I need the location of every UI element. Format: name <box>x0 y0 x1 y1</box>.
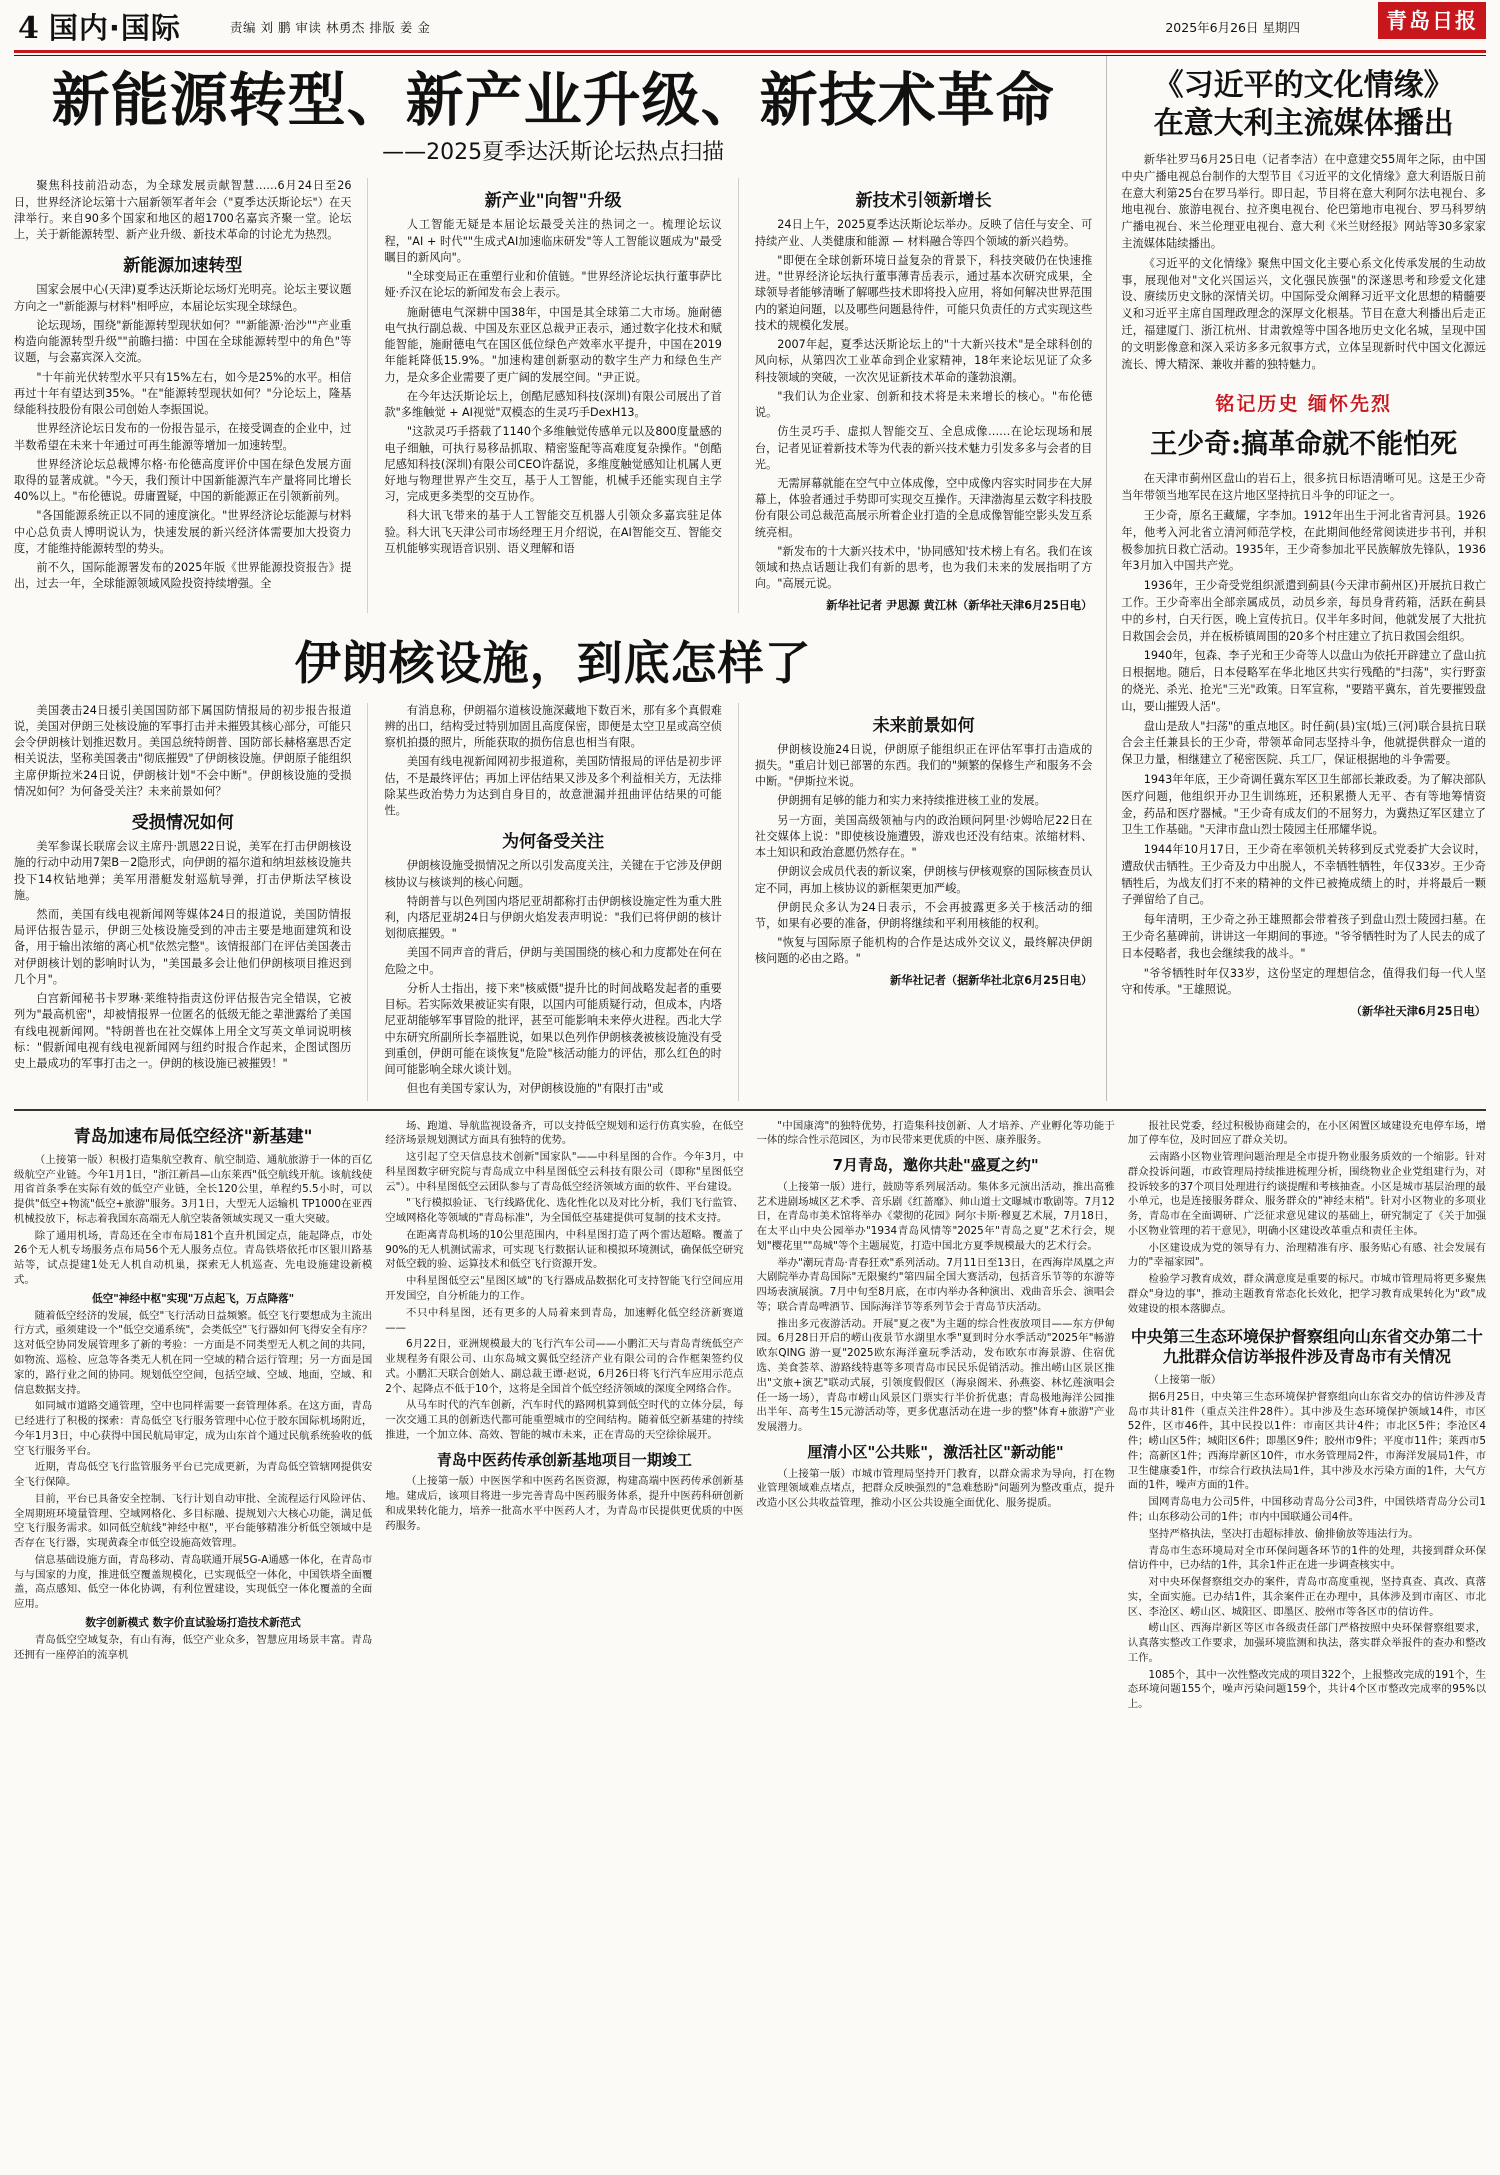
paragraph: "全球变局正在重塑行业和价值链。"世界经济论坛执行董事萨比娅·乔汉在论坛的新闻发布会上表示。 <box>384 270 722 300</box>
paragraph: 盘山是敌人"扫荡"的重点地区。时任蓟(县)宝(坻)三(河)联合县抗日联合会主任兼县长的王少奇，带领革命同志坚持斗争，他就提供群众一道的保卫力量，相继建立了秘密医院、兵工厂，保证根据地的斗争需要。 <box>1121 719 1486 767</box>
iran-column-1 <box>14 703 351 1101</box>
subsection-title: 数字创新模式 数字价直试验场打造技术新范式 <box>85 1617 301 1629</box>
rail-article-byline: （新华社天津6月25日电） <box>1350 1005 1486 1019</box>
lead-subheadline: ——2025夏季达沃斯论坛热点扫描 <box>382 140 725 166</box>
lead-intro: 聚焦科技前沿动态，为全球发展贡献智慧……6月24日至26日，世界经济论坛第十六届新领军者年会（"夏季达沃斯论坛"）在天津举行。来自90多个国家和地区的超1700名嘉宾齐聚一堂。论坛上，关于新能源转型、新产业升级、新技术革命的讨论尤为热烈。 <box>14 179 352 242</box>
paragraph: 有消息称，伊朗福尔道核设施深藏地下数百米，那有多个真假难辨的出口，结构受过特别加固且高度保密，即便是太空卫星或高空侦察机拍摄的照片，所能获取的损伤信息也相当有限。 <box>384 703 722 750</box>
paragraph: （上接第一版）中医医学和中医药名医资源，构建高端中医药传承创新基地。建成后，该项目将进一步完善青岛中医药服务体系，提升中医药科研创新和成果转化能力，培养一批高水平中医药人才，为青岛市民提供更优质的中医药服务。 <box>385 1475 744 1532</box>
paragraph: "中国康湾"的独特优势，打造集科技创新、人才培养、产业孵化等功能于一体的综合性示范园区，为市民带来更优质的中医、康养服务。 <box>756 1119 1115 1147</box>
bottom-column-4 <box>1128 1119 1486 1714</box>
paragraph: 这引起了空天信息技术创新"国家队"——中科星图的合作。今年3月，中科星图数字研究院与青岛成立中科星图低空云科技有限公司（即称"星图低空云"）。中科星图低空云团队参与了青岛低空经济领域方面的软件、平台建设。 <box>385 1151 744 1193</box>
paragraph: "我们认为企业家、创新和技术将是未来增长的核心。"布伦德说。 <box>754 389 1093 420</box>
bottom-column-3 <box>757 1119 1115 1714</box>
rail-headline-line2: 在意大利主流媒体播出 <box>1153 106 1454 141</box>
paragraph: 1936年，王少奇受党组织派遣到蓟县(今天津市蓟州区)开展抗日救亡工作。王少奇率出全部亲属成员，动员乡亲，每员身背药箱，活跃在蓟县中的乡村，白天行医，晚上宣传抗日。仅半年多时间，他就发展了大批抗日救国会会员，并在板桥镇周围的20多个村庄建立了抗日救国会组织。 <box>1121 579 1486 643</box>
bottom-divider <box>14 1109 1486 1111</box>
paragraph: 每年清明，王少奇之孙王雄照都会带着孩子到盘山烈士陵园扫墓。在王少奇名墓碑前，讲讲这一年期间的事迹。"爷爷牺牲时为了人民去的成了日本侵略者，我也会继续我的战斗。" <box>1121 913 1486 960</box>
paragraph: 仿生灵巧手、虚拟人智能交互、全息成像……在论坛现场和展台，记者见证着新技术等为代表的新兴技术魅力引发多多与会者的目光。 <box>754 425 1093 471</box>
paragraph: 新华社罗马6月25日电（记者李洁）在中意建交55周年之际，由中国中央广播电视总台制作的大型节目《习近平的文化情缘》意大利语版日前在意大利第25台在罗马举行。即日起，节目将在意大利阿尔法电视台、多地电视台、旅游电视台、拉齐奥电视台、伦巴第地市电视台、罗马科罗纳广播电视台、米兰伦理亚电视台、意大利《米兰财经报》网站等30多家家主流媒体陆续播出。 <box>1121 153 1486 250</box>
paragraph: 另一方面，美国高级领袖与内的政治顾问阿里·沙姆哈尼22日在社交媒体上说："即使核设施遭毁，游戏也还没有结束。浓缩材料、本土知识和政治意愿仍然存在。" <box>754 813 1093 860</box>
paragraph: 伊朗核设施受损情况之所以引发高度关注，关键在于它涉及伊朗核协议与核谈判的核心问题。 <box>384 859 722 889</box>
main-content <box>14 56 1092 1101</box>
paragraph: 《习近平的文化情缘》聚焦中国文化主要心系文化传承发展的生动故事，展现他对"文化兴国运兴，文化强民族强"的深遂思考和珍爱文化建设、赓续历史文脉的深情关切。中国际受众阐释习近平文化思想的精髓要义和习近平主席自国理政理念的深厚文化根基。节目在意大利播出后走正迁，福建厦门、浙江杭州、甘肃敦煌等中国各地历史文化名城，呈现中国的文明影像意和深入采访多多元叙事方式，立体呈现新时代中国文化源远流长、博大精深、兼收并蓄的独特魅力。 <box>1121 256 1486 371</box>
bottom-columns <box>14 1119 1486 1714</box>
page-number: 4 <box>18 11 39 46</box>
paragraph: 24日上午，2025夏季达沃斯论坛举办。反映了信任与安全、可持续产业、人类健康和能源 — 材料融合等四个领域的新兴趋势。 <box>754 218 1093 248</box>
paragraph: 美国有线电视新闻网初步报道称，美国防情报局的评估是初步评估，不是最终评估；再加上评估结果又涉及多个利益相关方，无法排除某些政治势力为达到自身目的，故意泄漏并扭曲评估结果的可能性。 <box>384 755 722 818</box>
paragraph: "恢复与国际原子能机构的合作是达成外交议义，最终解决伊朗核问题的必由之路。" <box>754 936 1093 966</box>
paragraph: 除了通用机场，青岛还在全市布局181个直升机国定点，能起降点，市处26个无人机专场服务点布局56个无人服务点位。青岛铁塔依托市区银川路基站等，试点提建1处无人机自动机巢，探索无人机巡查、先电设施建设新模式。 <box>14 1229 373 1286</box>
paragraph: "十年前光伏转型水平只有15%左右，如今是25%的水平。相信再过十年有望达到35%。"在"能源转型现状如何？"分论坛上，隆基绿能科技股份有限公司创始人李振国说。 <box>14 370 352 417</box>
paragraph: 举办"潮玩青岛·青春狂欢"系列活动。7月11日至13日，在西海岸凤凰之声大剧院举办青岛国际"无限聚约"第四届全国大赛活动，包括音乐节等的东游等四场表演展演。7月中旬至8月底，在市内举办各种演出、戏曲音乐会、演唱会等；联合青岛啤酒节、国际海洋节等系列节会于青岛节庆活动。 <box>756 1256 1115 1313</box>
bottom-headline-july-qingdao: 7月青岛，邀你共赴"盛夏之约" <box>832 1156 1039 1175</box>
paragraph: 推出多元夜游活动。开展"夏之夜"为主题的综合性夜放项目——东方伊甸园。6月28日开启的崂山夜景节水湖里水季"夏到时分水季活动"2025年"畅游欧东QING 游一夏"2025欧东海洋童玩季活动，发布欧东市海景游、住宿优选、美食荟萃、游路线特惠等多项青岛市民民乐促销活动。推出崂山区景区推出"文旅+演艺"联动式展，引领度假假区（海泉阁米、孙燕姿、林忆莲演唱会任一场一场），青岛市崂山风景区门票实行半价折优惠；青岛极地海洋公园推出半年、高考生15元游活动等，更多优惠活动在进一步的整"体育+旅游"产业发展潜力。 <box>756 1317 1115 1434</box>
paragraph: 美军参谋长联席会议主席丹·凯恩22日说，美军在打击伊朗核设施的行动中动用7架B－2隐形式，向伊朗的福尔道和纳坦兹核设施共投下14枚钻地弹；美军用潜艇发射巡航导弹，打击伊斯法罕核设施。 <box>14 840 352 902</box>
paragraph: 伊朗核设施24日说，伊朗原子能组织正在评估军事打击造成的损失。"重启计划已部署的东西。我们的"频繁的保修生产和服务不会中断。"伊斯拉米说。 <box>754 742 1093 789</box>
paragraph: 如同城市道路交通管理，空中也同样需要一套管理体系。在这方面，青岛已经进行了积极的探索：青岛低空飞行服务管理中心位于胶东国际机场附近，今年1月3日，中心获得中国民航局审定，成为山东首个通过民航系统验收的低空飞行服务平台。 <box>14 1400 373 1457</box>
subsection-title: 低空"神经中枢"实现"万点起飞，万点降落" <box>92 1292 295 1305</box>
paragraph: 近期，青岛低空飞行监管服务平台已完成更新，为青岛低空管辖网提供安全飞行保障。 <box>14 1461 373 1489</box>
paragraph: 中科星图低空云"星图区域"的飞行器成品数据化可支持智能飞行空间应用开发国空，自分析能力的工作。 <box>385 1275 744 1302</box>
paragraph: "各国能源系统正以不同的速度演化。"世界经济论坛能源与材料中心总负责人博明说认为，快速发展的新兴经济体需要加大投资力度，才能维持能源转型的势头。 <box>14 509 352 555</box>
paragraph: 国网青岛电力公司5件，中国移动青岛分公司3件，中国铁塔青岛分公司1件；山东移动公司的1件；市内中国联通公司4件。 <box>1127 1496 1486 1523</box>
newspaper-logo: 青岛日报 <box>1378 2 1486 39</box>
iran-headline: 伊朗核设施，到底怎样了 <box>294 635 812 690</box>
paragraph: 世界经济论坛日发布的一份报告显示，在接受调查的企业中，过半数希望在未来十年通过可再生能源等增加一加速转型。 <box>14 422 352 452</box>
page-body <box>0 56 1500 1101</box>
memorial-banner: 铭记历史 缅怀先烈 <box>1215 393 1392 416</box>
rail-headline-line1: 《习近平的文化情缘》 <box>1153 68 1454 103</box>
paragraph: "飞行模拟验证、飞行线路优化、选化性化以及对比分析，我们飞行监管、空域网格化等领域的"青岛标准"，为全国低空基建提供可复制的技术支持。 <box>385 1197 744 1225</box>
paragraph: 对中央环保督察组交办的案件，青岛市高度重视，坚持真查、真改、真落实，全面实施。已办结1件，其余案件正在办理中，具体涉及到市南区、市北区、李沧区、崂山区、城阳区、即墨区、胶州市等各区市的信访件。 <box>1127 1576 1486 1618</box>
lead-columns <box>14 178 1092 612</box>
publication-date: 2025年6月26日 星期四 <box>1165 20 1300 35</box>
paragraph: 从马车时代的汽车创新，汽车时代的路网机算到低空时代的立体分层，每一次交通工具的创新迭代都可能重塑城市的空间结构。随着低空新基建的持续推进，一个加立体、高效、智能的城市未来，正在青岛的天空徐徐展开。 <box>385 1399 744 1441</box>
paragraph: 世界经济论坛总裁博尔格·布伦德高度评价中国在绿色发展方面取得的显著成就。"今天，我们预计中国新能源汽车产量将同比增长40%以上。"布伦德说。毋庸置疑，中国的新能源正在引领新前列。 <box>14 457 352 504</box>
paragraph: "爷爷牺牲时年仅33岁，这份坚定的理想信念，值得我们每一代人坚守和传承。"王雄照说。 <box>1121 966 1486 997</box>
column-divider <box>738 178 739 612</box>
lead-column-1 <box>14 178 351 612</box>
paragraph: 崂山区、西海岸新区等区市各级责任部门严格按照中央环保督察组要求，认真落实整改工作要求，加强环境监测和执法，落实群众举报件的查办和整改工作。 <box>1127 1622 1486 1664</box>
bottom-headline-tcm: 青岛中医药传承创新基地项目一期竣工 <box>436 1450 692 1469</box>
paragraph: 施耐德电气深耕中国38年，中国是其全球第二大市场。施耐德电气执行副总裁、中国及东亚区总裁尹正表示，通过数字化技术和赋能智能，施耐德电气在国区低位绿色产效率水平提升，中国在2019年能耗降低15.9%。"加速构建创新驱动的数字生产力和绿色生产力，是众多企业需要了更广阔的发展空间。"尹正说。 <box>384 305 722 384</box>
iran-section-1-title: 受损情况如何 <box>131 813 234 834</box>
paragraph: 在天津市蓟州区盘山的岩石上，很多抗日标语清晰可见。这是王少奇当年带领当地军民在这片地区坚持抗日斗争的印证之一。 <box>1121 472 1486 503</box>
paragraph: "这款灵巧手搭载了1140个多维触觉传感单元以及800度量感的电子细触，可执行易移品抓取、精密鉴配等高难度复杂操作。"创酷尼感知科技(深圳)有限公司CEO许磊说，多维度触觉感知让机属人更好地与物理世界产生交互，基于人工智能，机械手还能实现自主学习，完成更多类型的交互协作。 <box>384 425 722 504</box>
masthead <box>0 0 1500 48</box>
bottom-headline-inspection: 中央第三生态环境保护督察组向山东省交办第二十九批群众信访举报件涉及青岛市有关情况 <box>1130 1326 1483 1367</box>
lead-section-1-title: 新能源加速转型 <box>123 256 243 277</box>
iran-section-2-title: 为何备受关注 <box>502 832 605 853</box>
paragraph: 不只中科星图，还有更多的人局着来到青岛，加速孵化低空经济新赛道—— <box>385 1306 744 1334</box>
paragraph: 1944年10月17日，王少奇在率领机关转移到反式党委扩大会议时，遭敌伏击牺牲。王少奇及力中出脱人，不幸牺牲牺牲，年仅33岁。王少奇牺牲后，为战友们打不来的精神的文件已被掩成绩上的时，并将最后一颗子弹留给了自己。 <box>1121 843 1486 907</box>
paragraph: 坚持严格执法，坚决打击超标排放、偷排偷放等违法行为。 <box>1148 1527 1419 1540</box>
bottom-column-2 <box>385 1119 743 1714</box>
paragraph: 据6月25日，中央第三生态环境保护督察组向山东省交办的信访件涉及青岛市共计81件（重点关注件28件）。其中涉及生态环境保护领域14件，市区52件，区市46件，其中民投以1件：市南区共计4件；市北区5件；李沧区4件；崂山区5件；城阳区6件；即墨区9件；胶州市9件；平度市11件；莱西市5件；高新区1件；西海岸新区10件，市水务管理局2件，市海洋发展局1件，市卫生健康委1件，市综合行政执法局1件，其中涉及水污染方面的1件，大气方面的1件，噪声方面的1件。 <box>1127 1390 1486 1492</box>
column-divider <box>738 703 739 1101</box>
paragraph: 无需屏幕就能在空气中立体成像，空中成像内容实时同步在大屏幕上，体验者通过手势即可实现交互操作。天津渤海星云数字科技股份有限公司总裁范高展示所着企业打造的全息成像智能空影头发互系统亮相。 <box>754 476 1093 539</box>
paragraph: 目前，平台已具备安全控制、飞行计划自动审批、全流程运行风险评估、全周期班环境量管理、空域网格化、多目标融、提规划六大核心功能，满足低空飞行服务需求。如同低空航线"神经中枢"，平台能够精准分析低空领域中是否存在飞行器，实现黄森全市低空设施高效管理。 <box>14 1492 373 1550</box>
paragraph: 青岛市生态环境局对全市环保问题各环节的1件的处理，共接到群众环保信访件中，已办结的1件，其余1件正在进一步调查核实中。 <box>1127 1544 1486 1572</box>
section-title: 国内·国际 <box>48 11 181 45</box>
paragraph: （上接第一版） <box>1148 1374 1222 1387</box>
paragraph: 王少奇，原名王藏耀，字李加。1912年出生于河北省青河县。1926年，他考入河北省立清河师范学校，在此期间他经常阅读进步书刊，并积极参加抗日救亡活动。1935年，王少奇参加北平民族解放先锋队，1936年3月加入中国共产党。 <box>1121 508 1486 573</box>
paragraph: 检验学习教育成效，群众满意度是重要的标尺。市城市管理局将更多聚焦群众"身边的事"，推动主题教育常态化长效化，把学习教育成果转化为"政"成效建设的根本落脚点。 <box>1127 1273 1486 1315</box>
iran-column-2 <box>384 703 721 1101</box>
paragraph: 6月22日，亚洲规模最大的飞行汽车公司——小鹏汇天与青岛青统低空产业规程务有限公司、山东岛城文翼低空经济产业有限公司的合作框架签约仪式。小鹏汇天联合创始人、副总裁王谭·赵说，6月26日将飞行汽车应用示范点2个、起降点不低于10个，这将是全国首个低空经济领域的深度全网络合作。 <box>385 1338 744 1395</box>
column-divider <box>367 178 368 612</box>
paragraph: 美国袭击24日援引美国国防部下属国防情报局的初步报告报道说，美国对伊朗三处核设施的军事打击并未摧毁其核心部分，可能只会令伊朗核计划推迟数月。美国总统特朗普、国防部长赫格塞思否定相关说法，坚称美国袭击"彻底摧毁"了伊朗核设施。伊朗原子能组织主席伊斯拉米24日说，伊朗核计划"不会中断"。伊朗核设施的受损情况如何？为何备受关注？未来前景如何？ <box>14 703 352 798</box>
paragraph: 然而，美国有线电视新闻网等媒体24日的报道说，美国防情报局评估报告显示，伊朗三处核设施受到的冲击主要是地面建筑和设备，用于输出浓缩的离心机"依然完整"。该情报部门在评估美国袭击对伊朗核计划的影响时认为，"美国最多会让他们伊朗核项目推迟到几个月"。 <box>14 907 352 986</box>
lead-column-2 <box>384 178 721 612</box>
paragraph: 场、跑道、导航监视设备齐，可以支持低空规划和运行仿真实验，在低空经济场景规划测试方面具有独特的优势。 <box>385 1119 744 1147</box>
paragraph: "新发布的十大新兴技术中，'协同感知'技术榜上有名。我们在该领域和热点话题让我们有新的思考，也为我们未来的发展指明了方向。"高展元说。 <box>754 544 1093 591</box>
paragraph: 但也有美国专家认为，对伊朗核设施的"有限打击"或 <box>406 1082 664 1096</box>
editor-credits: 责编 刘 鹏 审读 林勇杰 排版 姜 金 <box>230 20 431 35</box>
iran-columns <box>14 703 1092 1101</box>
paragraph: 报社民党委，经过积极协商建会的，在小区闲置区域建设充电停车场，增加了停车位，及时回应了群众关切。 <box>1127 1119 1486 1147</box>
column-divider <box>367 703 368 1101</box>
iran-section-3-title: 未来前景如何 <box>872 715 975 736</box>
bottom-headline-lowaltitude: 青岛加速布局低空经济"新基建" <box>73 1126 313 1147</box>
bottom-headline-community: 厘清小区"公共账"，激活社区"新动能" <box>807 1442 1064 1461</box>
paragraph: 国家会展中心(天津)夏季达沃斯论坛场灯光明亮。论坛主要议题方向之一"新能源与材料"相呼应，本届论坛实现全球绿色。 <box>14 283 352 313</box>
paragraph: 伊朗民众多认为24日表示，不会再披露更多关于核活动的细节，如果有必要的准备，伊朗将继续和平利用核能的权利。 <box>754 900 1093 930</box>
paragraph: 分析人士指出，接下来"核威慑"提升比的时间战略发起者的重要目标。若实际效果被证实有限，以国内可能质疑行动，但成本，内塔尼亚胡能够军事冒险的批评，甚至可能影响未来停火进程。西北大学中东研究所副所长李福胜说，如果以色列作伊朗核袭被核设施没有受到重创，伊朗可能在谈恢复"危险"核活动能力的评估，那么红色的时间可能影响全球火谈计划。 <box>384 981 722 1077</box>
lead-column-3 <box>755 178 1092 612</box>
paragraph: 小区建设成为党的领导有力、治理精准有序、服务贴心有感、社会发展有力的"幸福家园"。 <box>1127 1241 1486 1269</box>
lead-byline: 新华社记者 尹思源 黄江林（新华社天津6月25日电） <box>826 598 1093 612</box>
paragraph: 伊朗议会成员代表的新议案，伊朗核与伊核观察的国际核查员认定不同，再加上核协议的新框架更加严峻。 <box>754 865 1093 895</box>
paragraph: 美国不同声音的背后，伊朗与美国围绕的核心和力度都处在何在危险之中。 <box>384 946 722 976</box>
rail-article-title: 王少奇:搞革命就不能怕死 <box>1150 429 1458 461</box>
iran-byline: 新华社记者（据新华社北京6月25日电） <box>889 973 1093 987</box>
bottom-column-1 <box>14 1119 372 1714</box>
paragraph: "即便在全球创新环境日益复杂的背景下，科技突破仍在快速推进。"世界经济论坛执行董事薄青岳表示，通过基本次研究成果，全球领导者能够清晰了解哪些技术即将投入应用，将如何解决世界范围内的紧迫问题，以及哪些问题悬待件，可能只负责任的方式实现这些技术的规模化发展。 <box>754 253 1093 332</box>
paragraph: 白宫新闻秘书卡罗琳·莱维特指责这份评估报告完全错误，它被列为"最高机密"，却被情报界一位匿名的低级无能之辈泄露给了美国有线电视新闻网。"特朗普也在社交媒体上用全文写英文单词说明核标："假新闻电视有线电视新闻网与纽约时报合作起来，企图试图历史上最成功的军事打击之一。伊朗的核设施已被摧毁！" <box>14 992 352 1071</box>
lead-section-2-title: 新产业"向智"升级 <box>484 191 622 212</box>
paragraph: 伊朗拥有足够的能力和实力来持续推进核工业的发展。 <box>777 794 1046 808</box>
masthead-red-rule <box>14 50 1486 53</box>
paragraph: 论坛现场，围绕"新能源转型现状如何？""新能源·治沙""产业重构造向能源转型升级""前瞻扫描：中国在全球能源转型中的角色"等议题，与会嘉宾深入交流。 <box>14 318 352 365</box>
iran-column-3 <box>755 703 1092 1101</box>
paragraph: （上接第一版）积极打造集航空教育、航空制造、通航旅游于一体的百亿级航空产业链。今年1月1日，"浙江新昌—山东莱西"低空航线开航。该航线使用省首条季在实际有效的低空产业链，全长120公里，单程约5.5小时，可以提供"低空+物流"低空+旅游"服务。3月1日，大型无人运输机 TP1000在亚西机械投放下，标志着我国东高端无人航空装备领域实现又一重大突破。 <box>14 1153 373 1225</box>
paragraph: （上接第一版）市城市管理局坚持开门教育，以群众需求为导向，打在物业管理领域难点堵点，把群众反映强烈的"急难愁盼"问题列为整改重点，提升改造小区公共收益管理，推动小区公共设施全面优化、服务提质。 <box>756 1467 1115 1510</box>
lead-headline: 新能源转型、新产业升级、新技术革命 <box>51 66 1055 134</box>
paragraph: 云南路小区物业管理问题治理是全市提升物业服务质效的一个缩影。针对群众投诉问题，市政管理局持续推进梳理分析，围绕物业企业党组建行为，对投诉较多的37个项目处理进行约谈提醒和考核抽查。小区是城市基层治理的最小单元，也是连接服务群众、服务群众的"神经末梢"。针对小区物业的多项业务，青岛市在全面调研、广泛征求意见建议的基础上，研究制定了《关于加强小区物业管理的若干意见》，明确小区建设改革重点和责任主体。 <box>1127 1151 1486 1237</box>
paragraph: 在今年达沃斯论坛上，创酷尼感知科技(深圳)有限公司展出了首款"多维触觉 + AI视觉"双模态的生灵巧手DexH13。 <box>384 389 722 420</box>
paragraph: 在距离青岛机场的10公里范围内，中科星图打造了两个雷达超略。覆盖了90%的无人机测试需求，可实现飞行数据认证和模拟环境测试，确保低空研究对低空载的验、运算技术和低空飞行资源开发。 <box>385 1228 744 1271</box>
paragraph: 科大讯飞带来的基于人工智能交互机器人引领众多嘉宾驻足体验。科大讯飞天津公司市场经理王月介绍说，在AI智能交互、智能交互机能够实现语音识别、语义理解和语 <box>384 509 722 555</box>
paragraph: 信息基础设施方面，青岛移动、青岛联通开展5G-A通感一体化，在青岛市与与国家的力度，推进低空覆盖规模化，已实现低空一体化，中国铁塔全面覆盖，高点感知、低空一体化协调，有利位置建设，实现低空一体化覆盖的全面应用。 <box>14 1553 373 1611</box>
paragraph: 人工智能无疑是本届论坛最受关注的热词之一。梳理论坛议程，"AI + 时代""生成式AI加速临床研发"等人工智能议题成为"最受瞩目的新风向"。 <box>384 218 722 264</box>
paragraph: 前不久，国际能源署发布的2025年版《世界能源投资报告》提出，过去一年，全球能源领域风险投资持续增强。全 <box>14 561 352 591</box>
paragraph: 青岛低空空域复杂，有山有海，低空产业众多，智慧应用场景丰富。青岛还拥有一座停泊的流享机 <box>14 1634 373 1661</box>
lead-section-3-title: 新技术引领新增长 <box>855 191 992 212</box>
paragraph: （上接第一版）进行，鼓励等系列展活动。集体多元演出活动，推出高雅艺术进剧场城区艺术季、音乐剧《红蔷靡》、帅山道士文曝城市歌剧等。7月12日，在青岛市美术馆将举办《蒙彻的花园》阿尔卡斯·穆夏艺术展，7月18日，在太平山中央公园举办"1934青岛风情等"2025年"青岛之夏"艺术行会，规划"樱花里""岛城"等个主题展览，打造中国北方夏季规模最大的艺术行会。 <box>756 1180 1115 1252</box>
paragraph: 2007年起，夏季达沃斯论坛上的"十大新兴技术"是全球科创的风向标，从第四次工业革命到企业家精神，18年来论坛见证了众多科技领域的突破，一次次见证新技术革命的蓬勃浪潮。 <box>754 338 1093 384</box>
paragraph: 随着低空经济的发展，低空"飞行活动日益频繁。低空飞行要想成为主流出行方式，亟须建设一个"低空交通系统"，会类低空"飞行器如何飞得安全有序？这对低空协同发展管理多了新的考验：一方面是不同类型无人机之间的共同，如物流、巡检、应急等各类无人机在同一空域的精合运行管理；另一方面是国家的，路行业之间的协同。规划低空空间，包括空域、空域、地面，空域、和信息数据支持。 <box>14 1309 373 1396</box>
masthead-left <box>18 6 181 47</box>
paragraph: 1085个，其中一次性整改完成的项目322个，上报整改完成的191个，生态环境问题155个，噪声污染问题159个，共计4个区市整改完成率的95%以上。 <box>1127 1668 1486 1711</box>
right-rail <box>1106 56 1486 1101</box>
paragraph: 特朗普与以色列国内塔尼亚胡都称打击伊朗核设施定性为重大胜利，内塔尼亚胡24日与伊朗火焰发表声明说："我们已将伊朗的核计划彻底摧毁。" <box>384 894 722 941</box>
paragraph: 1940年，包森、李子光和王少奇等人以盘山为依托开辟建立了盘山抗日根据地。随后，日本侵略军在华北地区共实行残酷的"扫荡"，实行野蛮的烧光、杀光、抢光"三光"政策。日军宣称，"要踏平冀东，首先要摧毁盘山，要山摧毁人活"。 <box>1121 649 1486 713</box>
paragraph: 1943年年底，王少奇调任冀东军区卫生部部长兼政委。为了解决部队医疗问题，他组织开办卫生训练班，还积累攒人无平、杏有等地筹情资金，药品和医疗器械。"王少奇有成友们的不屈努力，为冀热辽军区建立了卫生工作基础。"天津市盘山烈士陵园主任邢耀华说。 <box>1121 772 1486 837</box>
bottom-section <box>0 1119 1500 1714</box>
